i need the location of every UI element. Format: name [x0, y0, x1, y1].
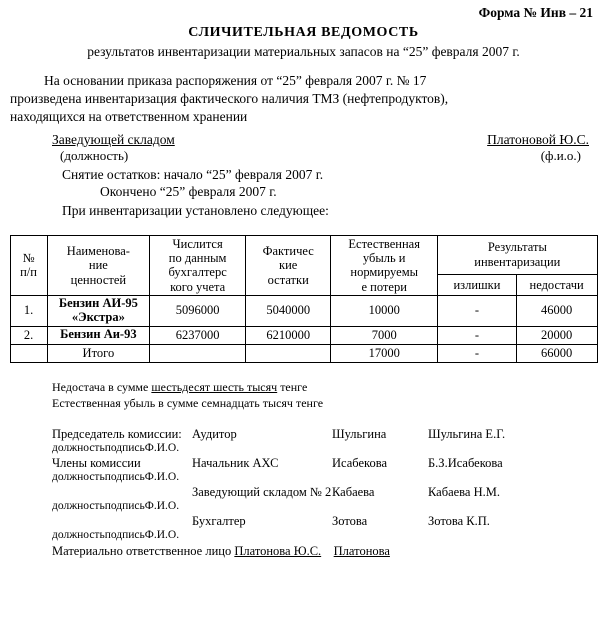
spacer	[52, 485, 192, 500]
member-sublabels	[52, 471, 607, 483]
row-name-l2: «Экстра»	[71, 309, 125, 324]
header-natural-l2: убыль и	[362, 251, 406, 266]
notes-block	[0, 379, 607, 411]
header-accounted-l3: бухгалтерс	[168, 265, 227, 280]
established-line: При инвентаризации установлено следующее:	[62, 202, 329, 218]
member-position: Бухгалтер	[192, 514, 246, 529]
member-row	[52, 514, 607, 529]
member-position: Заведующий складом № 2	[192, 485, 332, 500]
shortage-note	[52, 379, 607, 395]
member-signature: Зотова	[332, 514, 368, 529]
chairman-sub-position: должность	[52, 442, 105, 455]
member-signature: Кабаева	[332, 485, 375, 500]
header-actual-l1: Фактичес	[262, 243, 314, 258]
header-actual-l3: остатки	[267, 272, 309, 287]
row-surplus: -	[438, 296, 517, 327]
chairman-role: Председатель комиссии:	[52, 427, 182, 442]
header-results-l2: инвентаризации	[474, 254, 561, 269]
member-sublabels	[52, 529, 607, 541]
member-position: Начальник АХС	[192, 456, 279, 471]
member-sub-position: должность	[52, 529, 105, 542]
table-total-row	[10, 344, 597, 362]
member-sub-name: Ф.И.О.	[144, 471, 180, 484]
chairman-sub-name: Ф.И.О.	[144, 442, 180, 455]
total-actual	[246, 344, 331, 362]
total-label: Итого	[47, 344, 150, 362]
responsible-person-sublabels	[0, 148, 607, 164]
chairman-signature: Шульгина	[332, 427, 387, 442]
total-natural-loss: 17000	[331, 344, 438, 362]
sub-person-label: (ф.и.о.)	[540, 147, 581, 163]
row-actual: 6210000	[246, 326, 331, 344]
finished-line: Окончено “25” февраля 2007 г.	[100, 183, 277, 199]
warehouse-role: Заведующей складом	[52, 131, 175, 147]
header-surplus: излишки	[438, 274, 517, 295]
member-sub-signature: подпись	[104, 500, 145, 513]
header-name-l3: ценностей	[70, 272, 127, 287]
header-accounted	[150, 235, 246, 296]
header-accounted-l4: кого учета	[170, 279, 226, 294]
table-row	[10, 326, 597, 344]
member-sub-name: Ф.И.О.	[144, 529, 180, 542]
member-row	[52, 456, 607, 471]
member-sub-signature: подпись	[104, 471, 145, 484]
responsible-label: Материально ответственное лицо	[52, 544, 232, 559]
shortage-note-pre: Недостача в сумме	[52, 379, 152, 394]
intro-line-1: На основании приказа распоряжения от “25” февраля 2007 г. № 17	[44, 73, 427, 88]
form-number: Форма № Инв – 21	[478, 5, 593, 20]
member-sub-position: должность	[52, 500, 105, 513]
header-natural-l3: нормируемы	[350, 265, 419, 280]
header-name-l2: ние	[88, 258, 108, 273]
header-natural-l1: Естественная	[348, 236, 420, 251]
inventory-table	[10, 235, 598, 363]
header-accounted-l2: по данным	[168, 251, 227, 266]
row-natural-loss: 7000	[331, 326, 438, 344]
remains-line: Снятие остатков: начало “25” февраля 2007 г.	[62, 166, 324, 182]
intro-line-2: произведена инвентаризация фактического наличия ТМЗ (нефтепродуктов),	[10, 91, 449, 107]
responsible-signature: Платонова	[333, 544, 390, 559]
shortage-note-post: тенге	[277, 379, 308, 394]
member-sub-name: Ф.И.О.	[144, 500, 180, 513]
header-name	[47, 235, 150, 296]
chairman-sublabels	[52, 442, 607, 454]
row-shortage: 20000	[516, 326, 597, 344]
members-label: Члены комиссии	[52, 456, 141, 471]
member-row	[52, 485, 607, 500]
responsible-person-line	[0, 132, 607, 148]
chairman-sub-signature: подпись	[104, 442, 145, 455]
chairman-row	[52, 427, 607, 442]
warehouse-person: Платоновой Ю.С.	[487, 131, 589, 147]
member-name: Кабаева Н.М.	[428, 485, 500, 500]
total-shortage: 66000	[516, 344, 597, 362]
document-title: СЛИЧИТЕЛЬНАЯ ВЕДОМОСТЬ	[188, 25, 419, 40]
row-name	[47, 296, 150, 327]
spacer	[52, 514, 192, 529]
header-shortage: недостачи	[516, 274, 597, 295]
row-natural-loss: 10000	[331, 296, 438, 327]
member-sub-signature: подпись	[104, 529, 145, 542]
row-accounted: 5096000	[150, 296, 246, 327]
member-sub-position: должность	[52, 471, 105, 484]
shortage-note-amount: шестьдесят шесть тысяч	[151, 379, 278, 394]
responsible-signature-line	[0, 544, 607, 559]
table-row	[10, 296, 597, 327]
chairman-position: Аудитор	[192, 427, 237, 442]
responsible-name: Платонова Ю.С.	[234, 544, 322, 559]
member-name: Зотова К.П.	[428, 514, 490, 529]
row-number: 1.	[10, 296, 47, 327]
header-results-l1: Результаты	[487, 240, 547, 255]
header-name-l1: Наименова-	[66, 243, 130, 258]
row-name-l1: Бензин Аи-93	[60, 327, 137, 342]
header-accounted-l1: Числится	[172, 236, 223, 251]
member-signature: Исабекова	[332, 456, 387, 471]
member-name: Б.З.Исабекова	[428, 456, 503, 471]
intro-paragraph	[0, 72, 607, 127]
header-number	[10, 235, 47, 296]
intro-line-3: находящихся на ответственном хранении	[10, 109, 248, 125]
chairman-name: Шульгина Е.Г.	[428, 427, 506, 442]
total-number	[10, 344, 47, 362]
header-number-l2: п/п	[20, 265, 37, 280]
row-actual: 5040000	[246, 296, 331, 327]
natural-loss-note: Естественная убыль в сумме семнадцать тысяч тенге	[52, 395, 324, 410]
header-number-l1: №	[22, 251, 35, 266]
row-number: 2.	[10, 326, 47, 344]
row-shortage: 46000	[516, 296, 597, 327]
row-name-l1: Бензин АИ-95	[58, 296, 138, 311]
total-surplus: -	[438, 344, 517, 362]
row-accounted: 6237000	[150, 326, 246, 344]
document-subtitle: результатов инвентаризации материальных запасов на “25” февраля 2007 г.	[87, 44, 520, 59]
header-actual	[246, 235, 331, 296]
header-natural-loss	[331, 235, 438, 296]
signatures-block	[0, 427, 607, 541]
total-accounted	[150, 344, 246, 362]
header-actual-l2: кие	[279, 258, 298, 273]
table-header-row-1	[10, 235, 597, 274]
header-natural-l4: е потери	[361, 279, 407, 294]
header-results	[438, 235, 597, 274]
row-surplus: -	[438, 326, 517, 344]
sub-role-label: (должность)	[60, 147, 129, 163]
member-sublabels	[52, 500, 607, 512]
row-name	[47, 326, 150, 344]
